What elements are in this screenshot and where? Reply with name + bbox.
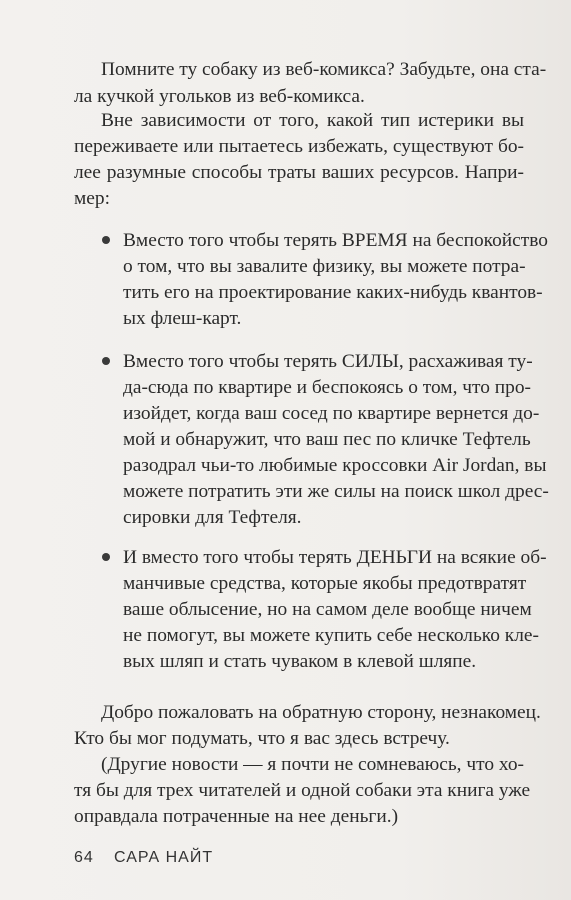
bullet-text-line: ых флеш-карт. — [123, 308, 242, 329]
text-line: Вне зависимости от того, какой тип истерики вы — [101, 110, 524, 131]
bullet-icon — [102, 236, 110, 244]
bullet-text-line: тить его на проектирование каких-нибудь квантов- — [123, 282, 543, 303]
bullet-text-line: сировки для Тефтеля. — [123, 507, 302, 528]
bullet-text-line: И вместо того чтобы терять ДЕНЬГИ на всякие об- — [123, 547, 547, 568]
text-line: ла кучкой угольков из веб-комикса. — [74, 86, 365, 107]
text-line: Добро пожаловать на обратную сторону, незнакомец. — [101, 702, 541, 723]
text-line: Кто бы мог подумать, что я вас здесь встречу. — [74, 728, 450, 749]
text-line: (Другие новости — я почти не сомневаюсь, что хо- — [101, 754, 524, 775]
text-line: Помните ту собаку из веб-комикса? Забудьте, она ста- — [101, 59, 547, 80]
text-line: мер: — [74, 188, 110, 209]
bullet-text-line: изойдет, когда ваш сосед по квартире вернется до- — [123, 403, 540, 424]
text-line: лее разумные способы траты ваших ресурсов. Напри- — [74, 162, 524, 183]
bullet-text-line: Вместо того чтобы терять СИЛЫ, расхаживая ту- — [123, 351, 533, 372]
bullet-text-line: ваше облысение, но на самом деле вообще ничем — [123, 599, 532, 620]
bullet-text-line: не помогут, вы можете купить себе несколько кле- — [123, 625, 539, 646]
bullet-text-line: Вместо того чтобы терять ВРЕМЯ на беспокойство — [123, 230, 548, 251]
bullet-text-line: да-сюда по квартире и беспокоясь о том, что про- — [123, 377, 532, 398]
bullet-text-line: вых шляп и стать чуваком в клевой шляпе. — [123, 651, 477, 672]
bullet-text-line: можете потратить эти же силы на поиск школ дрес- — [123, 481, 549, 502]
text-line: оправдала потраченные на нее деньги.) — [74, 806, 399, 827]
bullet-icon — [102, 553, 110, 561]
text-line: тя бы для трех читателей и одной собаки эта книга уже — [74, 780, 531, 801]
bullet-text-line: о том, что вы завалите физику, вы можете потра- — [123, 256, 526, 277]
bullet-text-line: манчивые средства, которые якобы предотвратят — [123, 573, 527, 594]
bullet-text-line: разодрал чьи-то любимые кроссовки Air Jordan, вы — [123, 455, 547, 476]
bullet-text-line: мой и обнаружит, что ваш пес по кличке Тефтель — [123, 429, 531, 450]
page-number: 64 — [74, 849, 94, 866]
text-line: переживаете или пытаетесь избежать, существуют бо- — [74, 136, 524, 157]
running-footer-author: САРА НАЙТ — [114, 849, 214, 866]
bullet-icon — [102, 357, 110, 365]
